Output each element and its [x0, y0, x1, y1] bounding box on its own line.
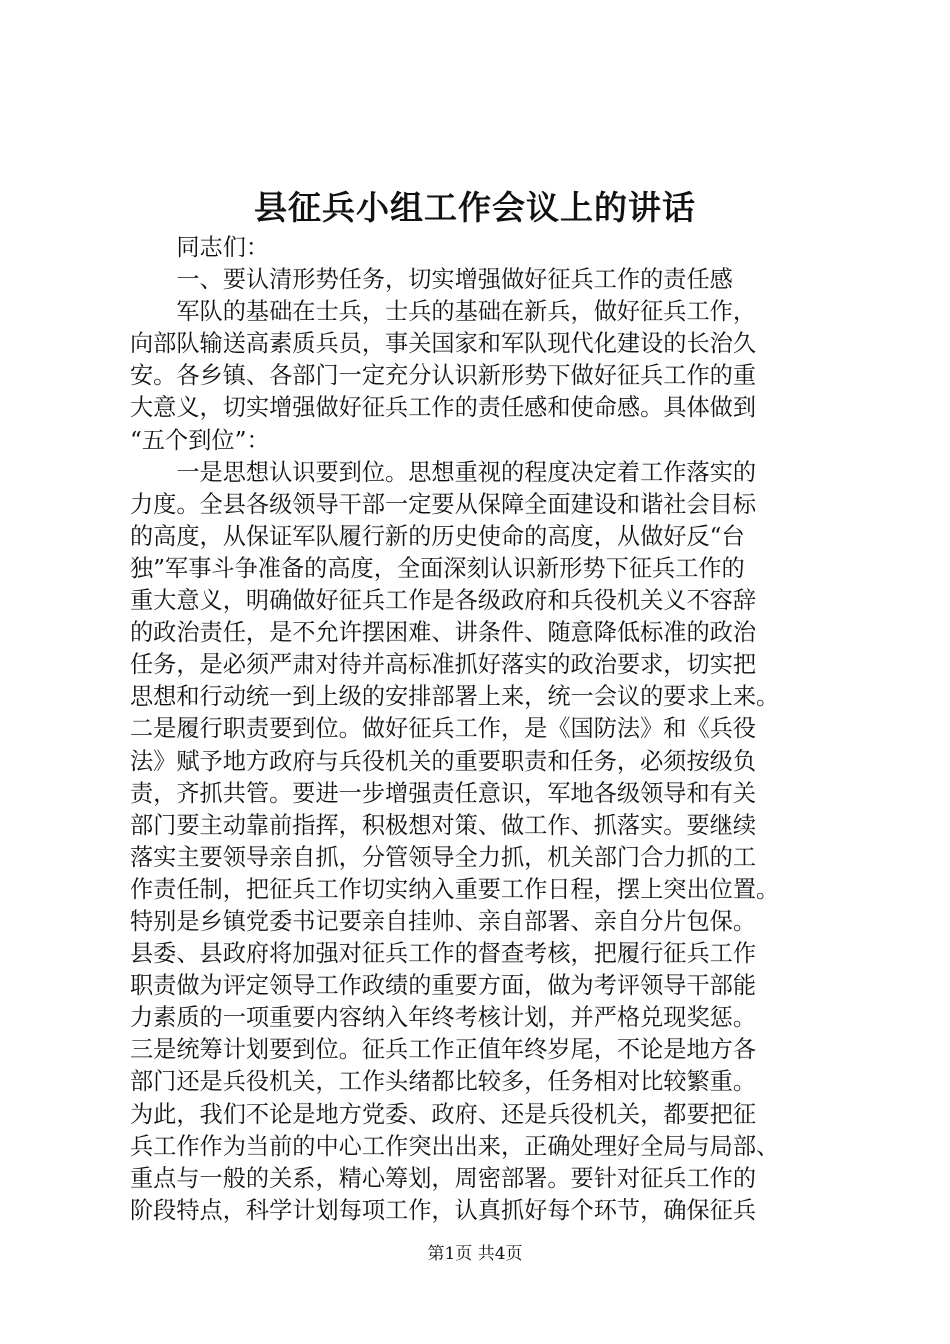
- body-line: 法》赋予地方政府与兵役机关的重要职责和任务，必须按级负: [130, 747, 757, 775]
- body-line: 部门要主动靠前指挥，积极想对策、做工作、抓落实。要继续: [130, 811, 757, 839]
- body-line: 独”军事斗争准备的高度，全面深刻认识新形势下征兵工作的: [130, 554, 745, 582]
- body-line: 阶段特点，科学计划每项工作，认真抓好每个环节，确保征兵: [130, 1196, 757, 1224]
- body-line: 兵工作作为当前的中心工作突出出来，正确处理好全局与局部、: [130, 1132, 780, 1160]
- body-line: 安。各乡镇、各部门一定充分认识新形势下做好征兵工作的重: [130, 362, 757, 390]
- page-footer: 第1页 共4页: [427, 1244, 523, 1264]
- body-line: 力度。全县各级领导干部一定要从保障全面建设和谐社会目标: [130, 490, 757, 518]
- body-line: 职责做为评定领导工作政绩的重要方面，做为考评领导干部能: [130, 972, 757, 1000]
- body-line: 县委、县政府将加强对征兵工作的督查考核，把履行征兵工作: [130, 940, 757, 968]
- body-line: 落实主要领导亲自抓，分管领导全力抓，机关部门合力抓的工: [130, 843, 757, 871]
- body-line: 重点与一般的关系，精心筹划，周密部署。要针对征兵工作的: [130, 1164, 757, 1192]
- body-line: 一、要认清形势任务，切实增强做好征兵工作的责任感: [130, 266, 733, 294]
- body-line: 力素质的一项重要内容纳入年终考核计划，并严格兑现奖惩。: [130, 1004, 757, 1032]
- body-line: 责，齐抓共管。要进一步增强责任意识，军地各级领导和有关: [130, 779, 757, 807]
- body-line: 任务，是必须严肃对待并高标准抓好落实的政治要求，切实把: [130, 651, 757, 679]
- body-line: 一是思想认识要到位。思想重视的程度决定着工作落实的: [130, 458, 757, 486]
- body-line: 二是履行职责要到位。做好征兵工作，是《国防法》和《兵役: [130, 715, 757, 743]
- body-line: 思想和行动统一到上级的安排部署上来，统一会议的要求上来。: [130, 683, 780, 711]
- body-line: “五个到位”：: [130, 426, 270, 454]
- document-body: [130, 232, 860, 1227]
- document-title: 县征兵小组工作会议上的讲话: [254, 188, 696, 227]
- body-line: 的高度，从保证军队履行新的历史使命的高度，从做好反“台: [130, 522, 745, 550]
- body-line: 作责任制，把征兵工作切实纳入重要工作日程，摆上突出位置。: [130, 875, 780, 903]
- body-line: 军队的基础在士兵，士兵的基础在新兵，做好征兵工作，: [130, 298, 757, 326]
- body-line: 大意义，切实增强做好征兵工作的责任感和使命感。具体做到: [130, 394, 757, 422]
- body-line: 的政治责任，是不允许摆困难、讲条件、随意降低标准的政治: [130, 619, 757, 647]
- body-line: 为此，我们不论是地方党委、政府、还是兵役机关，都要把征: [130, 1100, 757, 1128]
- body-line: 同志们：: [130, 234, 270, 261]
- body-line: 特别是乡镇党委书记要亲自挂帅、亲自部署、亲自分片包保。: [130, 907, 757, 935]
- body-line: 重大意义，明确做好征兵工作是各级政府和兵役机关义不容辞: [130, 587, 757, 615]
- body-line: 三是统筹计划要到位。征兵工作正值年终岁尾，不论是地方各: [130, 1036, 757, 1064]
- body-line: 部门还是兵役机关，工作头绪都比较多，任务相对比较繁重。: [130, 1068, 757, 1096]
- body-line: 向部队输送高素质兵员，事关国家和军队现代化建设的长治久: [130, 330, 757, 358]
